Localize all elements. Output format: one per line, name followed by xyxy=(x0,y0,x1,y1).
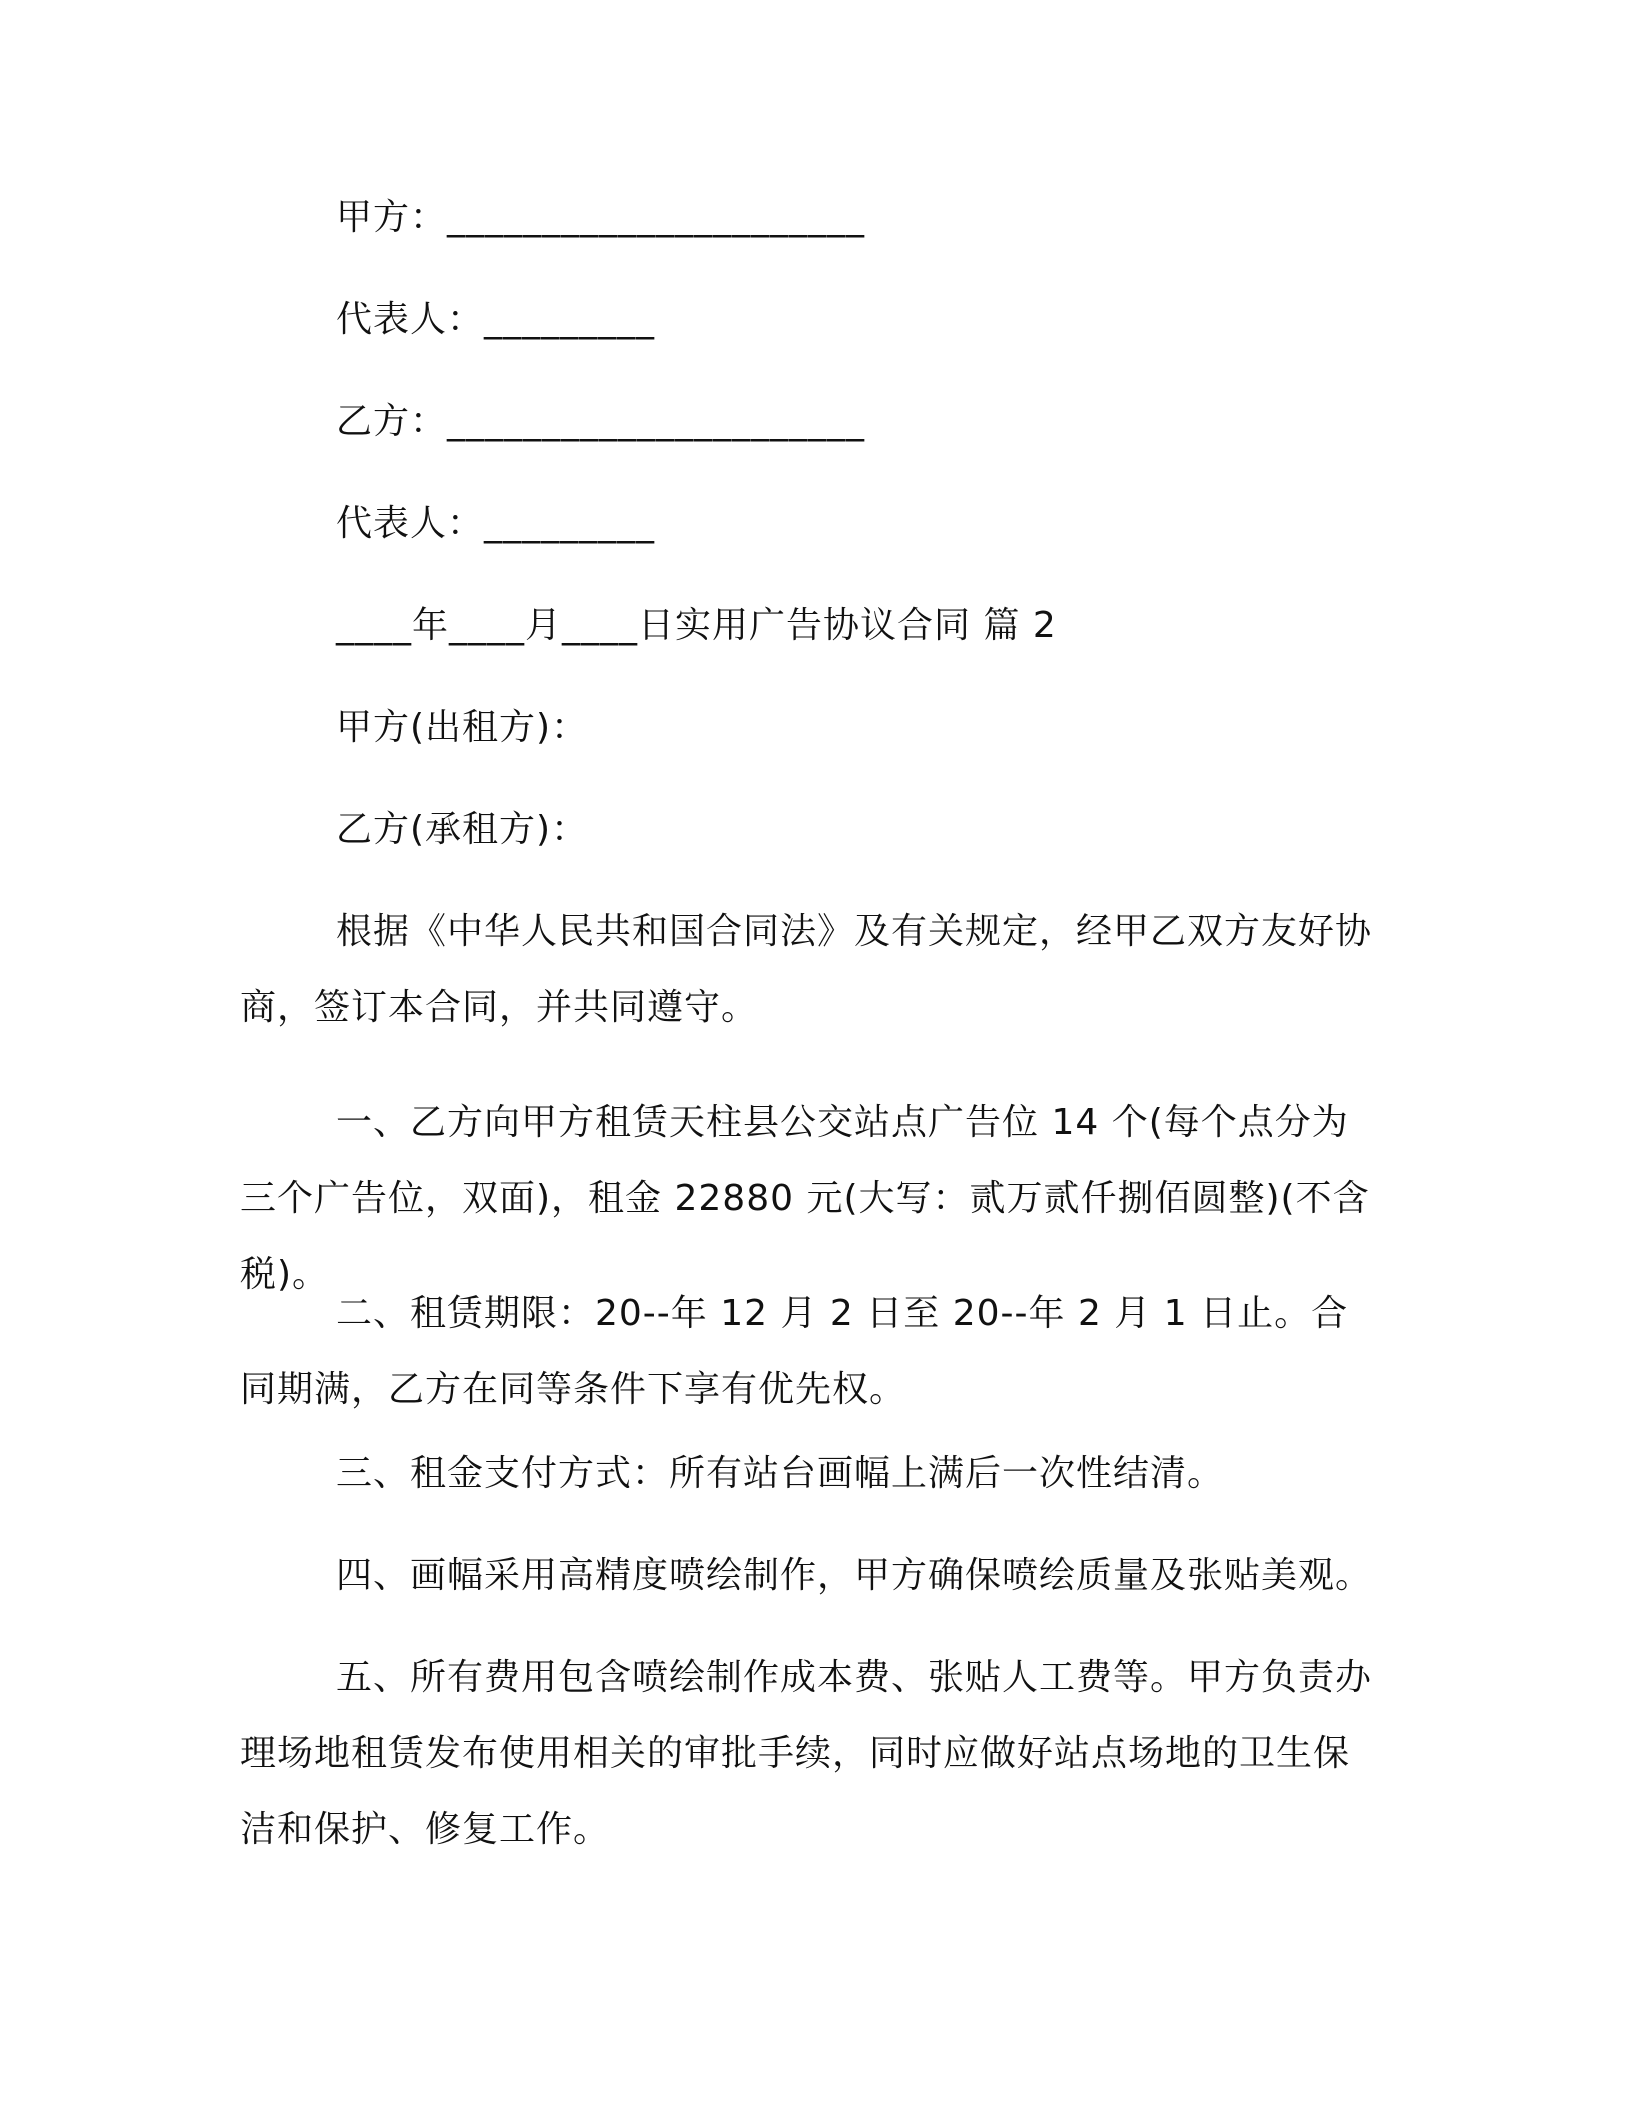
party-a-representative-line: 代表人：_________ xyxy=(336,299,656,340)
date-and-section-title: ____年____月____日实用广告协议合同 篇 2 xyxy=(336,605,1057,646)
clause-3-paragraph: 三、租金支付方式：所有站台画幅上满后一次性结清。 xyxy=(336,1453,1225,1494)
clause-1-paragraph: 一、乙方向甲方租赁天柱县公交站点广告位 14 个(每个点分为三个广告位，双面)，租金 22880 元(大写：贰万贰仟捌佰圆整)(不含税)。 xyxy=(240,1102,1370,1295)
clause-4-paragraph: 四、画幅采用高精度喷绘制作，甲方确保喷绘质量及张贴美观。 xyxy=(336,1555,1373,1596)
lessee-label: 乙方(承租方)： xyxy=(336,809,589,850)
intro-paragraph: 根据《中华人民共和国合同法》及有关规定，经甲乙双方友好协商，签订本合同，并共同遵守。 xyxy=(240,911,1373,1028)
party-b-signature-line: 乙方：______________________ xyxy=(336,401,866,442)
party-b-representative-line: 代表人：_________ xyxy=(336,503,656,544)
clause-2-paragraph: 二、租赁期限：20--年 12 月 2 日至 20--年 2 月 1 日止。合同期满，乙方在同等条件下享有优先权。 xyxy=(240,1293,1349,1410)
lessor-label: 甲方(出租方)： xyxy=(336,707,589,748)
party-a-signature-line: 甲方：______________________ xyxy=(336,197,866,238)
clause-5-paragraph: 五、所有费用包含喷绘制作成本费、张贴人工费等。甲方负责办理场地租赁发布使用相关的审批手续，同时应做好站点场地的卫生保洁和保护、修复工作。 xyxy=(240,1657,1373,1850)
